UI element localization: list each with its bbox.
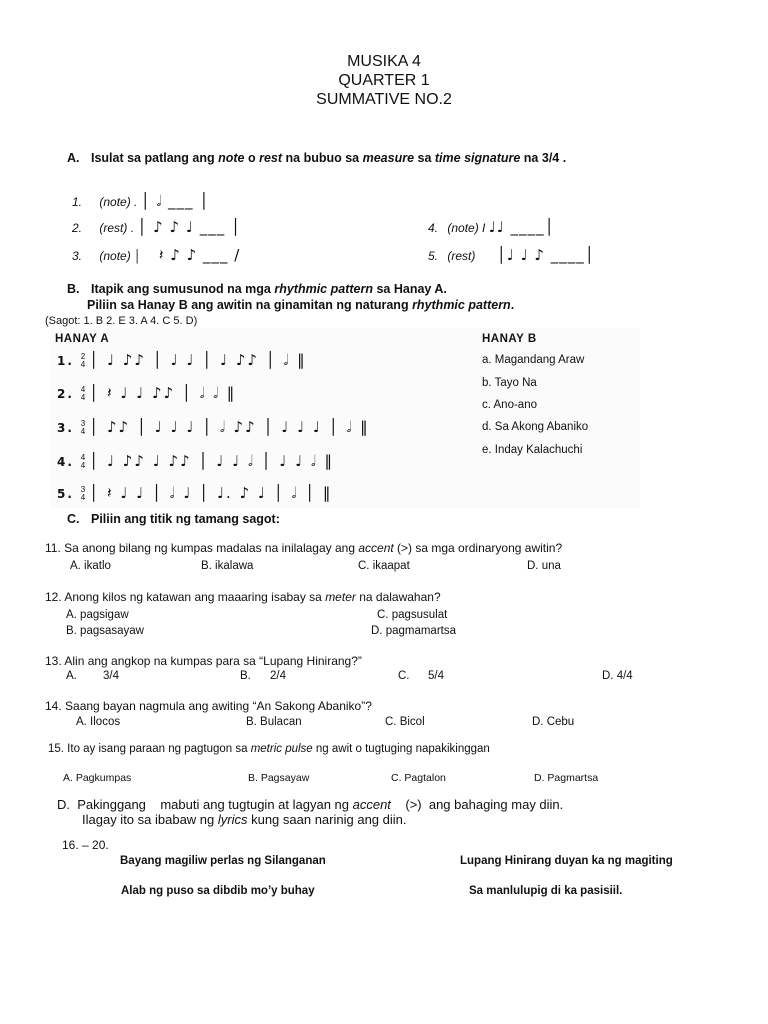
- section-d-line2-pre: Ilagay ito sa ibabaw ng: [82, 812, 218, 827]
- section-a-text-mid2: sa: [414, 151, 435, 165]
- ts-top: 3: [80, 418, 86, 428]
- q13-choice-b-value: 2/4: [270, 670, 286, 682]
- section-d-range: 16. – 20.: [62, 838, 109, 852]
- q13-choice-a-value: 3/4: [103, 670, 119, 682]
- pattern-row-4: [57, 452, 334, 470]
- pattern-rhythm: │ 𝄽 ♩ ♩ │ 𝅗𝅥 ♩ │ ♩. ♪ ♩ │ 𝅗𝅥 │ ‖: [89, 484, 333, 502]
- section-d-line1-em: accent: [352, 797, 391, 812]
- q13-choice-a[interactable]: A.: [66, 670, 77, 682]
- ts-bottom: 4: [80, 426, 86, 436]
- q13-choice-b[interactable]: B.: [240, 670, 251, 682]
- q13-choice-c-value: 5/4: [428, 670, 444, 682]
- a-item-music: │ ♪ ♪ ♩ ___ │: [137, 218, 241, 236]
- q14-choice-c[interactable]: C. Bicol: [385, 716, 425, 728]
- q-text-post: na dalawahan?: [355, 590, 441, 604]
- section-b-line2-em: rhythmic pattern: [412, 298, 511, 312]
- section-a-o: o: [244, 151, 260, 165]
- q15-choice-d[interactable]: D. Pagmartsa: [534, 772, 599, 784]
- hanay-b-choice-c: c. Ano-ano: [482, 399, 537, 411]
- lyric-line-3[interactable]: Alab ng puso sa dibdib mo’y buhay: [121, 885, 315, 897]
- pattern-rhythm: │ ♩ ♪♪ ♩ ♪♪ │ ♩ ♩ 𝅗𝅥 │ ♩ ♩ 𝅗𝅥 ‖: [89, 452, 335, 470]
- a-item-music: 𝄽 ♪ ♪ ___ /: [158, 246, 241, 264]
- q-text-pre: 11. Sa anong bilang ng kumpas madalas na inilalagay ang: [45, 541, 359, 555]
- pattern-rhythm: │ ♪♪ │ ♩ ♩ ♩ │ 𝅗𝅥 ♪♪ │ ♩ ♩ ♩ │ 𝅗𝅥 ‖: [89, 418, 370, 436]
- a-item-music: │ 𝅗𝅥 ___ │: [140, 192, 210, 210]
- a-item-type: (note) │: [99, 249, 142, 263]
- hanay-a-header: HANAY A: [55, 333, 110, 345]
- section-b-line-2: [87, 298, 514, 312]
- q13-choice-d[interactable]: D. 4/4: [602, 670, 633, 682]
- ts-top: 4: [80, 384, 86, 394]
- pattern-row-3: [57, 418, 370, 436]
- a-item-num: 3.: [72, 249, 83, 263]
- section-a-label: A.: [67, 151, 80, 165]
- section-b-line2-pre: Piliin sa Hanay B ang awitin na ginamitan ng naturang: [87, 298, 413, 312]
- q14-choice-a[interactable]: A. Ilocos: [76, 716, 121, 728]
- time-signature: [81, 454, 85, 470]
- section-d-line1-pre: Pakinggang mabuti ang tugtugin at lagyan ng: [77, 797, 353, 812]
- time-signature: [81, 353, 85, 369]
- question-12: [45, 590, 441, 604]
- section-d-line2-post: kung saan narinig ang diin.: [247, 812, 407, 827]
- q11-choice-d[interactable]: D. una: [527, 560, 561, 572]
- time-signature: [81, 386, 85, 402]
- pattern-rhythm: │ 𝄽 ♩ ♩ ♪♪ │ 𝅗𝅥 𝅗𝅥 ‖: [89, 384, 237, 402]
- question-14: 14. Saang bayan nagmula ang awiting “An Sakong Abaniko”?: [45, 699, 372, 713]
- q-text-post: (>) sa mga ordinaryong awitin?: [393, 541, 563, 555]
- q12-choice-d[interactable]: D. pagmamartsa: [371, 625, 457, 637]
- hanay-b-header: HANAY B: [482, 333, 537, 345]
- q13-choice-c[interactable]: C.: [398, 670, 410, 682]
- pattern-num: 1.: [57, 354, 74, 368]
- section-d-line1-post: (>) ang bahaging may diin.: [390, 797, 564, 812]
- a-item-num: 2.: [72, 221, 83, 235]
- title-line-1: MUSIKA 4: [347, 53, 421, 70]
- ts-bottom: 4: [80, 359, 86, 369]
- q11-choice-a[interactable]: A. ikatlo: [70, 560, 111, 572]
- question-13: 13. Alin ang angkop na kumpas para sa “Lupang Hinirang?”: [45, 654, 362, 668]
- section-b-label: B.: [67, 282, 80, 296]
- q-text-em: accent: [358, 541, 394, 555]
- title-line-2: QUARTER 1: [338, 72, 430, 89]
- time-signature: [81, 486, 85, 502]
- section-a-text-end: na 3/4 .: [520, 151, 567, 165]
- section-a-text-mid: na bubuo sa: [282, 151, 363, 165]
- hanay-b-choice-d: d. Sa Akong Abaniko: [482, 421, 589, 433]
- a-item-2: [72, 218, 241, 236]
- a-item-num: 4.: [428, 221, 439, 235]
- section-b-answers: (Sagot: 1. B 2. E 3. A 4. C 5. D): [45, 315, 198, 327]
- hanay-b-choice-a: a. Magandang Araw: [482, 354, 585, 366]
- lyric-line-4[interactable]: Sa manlulupig di ka pasisiil.: [469, 885, 623, 897]
- ts-top: 2: [80, 351, 86, 361]
- q-text-em: metric pulse: [250, 743, 313, 755]
- a-item-music: │♩ ♩ ♪ ____│: [496, 246, 595, 264]
- section-c-label: C.: [67, 512, 80, 526]
- q12-choice-a[interactable]: A. pagsigaw: [66, 609, 129, 621]
- title-line-3: SUMMATIVE NO.2: [316, 91, 452, 108]
- q-text-pre: 15. Ito ay isang paraan ng pagtugon sa: [48, 743, 251, 755]
- pattern-rhythm: │ ♩ ♪♪ │ ♩ ♩ │ ♩ ♪♪ │ 𝅗𝅥 ‖: [89, 351, 307, 369]
- a-item-5: [428, 246, 595, 264]
- q-text-pre: 12. Anong kilos ng katawan ang maaaring isabay sa: [45, 590, 326, 604]
- q15-choice-b[interactable]: B. Pagsayaw: [248, 772, 310, 784]
- pattern-num: 3.: [57, 421, 74, 435]
- section-a-rest: rest: [259, 151, 283, 165]
- a-item-3: [72, 246, 240, 264]
- q-text-post: ng awit o tugtuging napakikinggan: [312, 743, 490, 755]
- section-b-line-1: [67, 282, 447, 296]
- section-a-measure: measure: [362, 151, 415, 165]
- q11-choice-b[interactable]: B. ikalawa: [201, 560, 254, 572]
- a-item-num: 5.: [428, 249, 439, 263]
- section-b-line1-pre: Itapik ang sumusunod na mga: [90, 282, 275, 296]
- ts-top: 3: [80, 484, 86, 494]
- section-d-label: D.: [57, 797, 70, 812]
- section-b-line1-em: rhythmic pattern: [274, 282, 373, 296]
- q14-choice-d[interactable]: D. Cebu: [532, 716, 575, 728]
- ts-bottom: 4: [80, 460, 86, 470]
- section-d-line-2: [82, 812, 407, 827]
- section-a-time-signature: time signature: [434, 151, 521, 165]
- q14-choice-b[interactable]: B. Bulacan: [246, 716, 302, 728]
- a-item-type: (rest) .: [99, 221, 135, 235]
- q-text-em: meter: [325, 590, 356, 604]
- q15-choice-c[interactable]: C. Pagtalon: [391, 772, 446, 784]
- a-item-type: (note) I: [447, 221, 486, 235]
- pattern-num: 2.: [57, 387, 74, 401]
- q15-choice-a[interactable]: A. Pagkumpas: [63, 772, 132, 784]
- hanay-b-choice-e: e. Inday Kalachuchi: [482, 444, 583, 456]
- section-c-instruction: [67, 512, 280, 526]
- section-b-line2-post: .: [510, 298, 515, 312]
- lyric-line-1[interactable]: Bayang magiliw perlas ng Silanganan: [120, 855, 326, 867]
- pattern-row-2: [57, 384, 236, 402]
- section-a-text-pre: Isulat sa patlang ang: [90, 151, 219, 165]
- time-signature: [81, 420, 85, 436]
- a-item-music: ♩♩ ____│: [488, 218, 555, 236]
- hanay-b-choice-b: b. Tayo Na: [482, 377, 537, 389]
- pattern-num: 4.: [57, 455, 74, 469]
- q12-choice-c[interactable]: C. pagsusulat: [377, 609, 448, 621]
- pattern-row-1: [57, 351, 307, 369]
- section-d-line-1: [57, 797, 563, 812]
- ts-bottom: 4: [80, 492, 86, 502]
- a-item-num: 1.: [72, 195, 83, 209]
- section-d-line2-em: lyrics: [217, 812, 248, 827]
- ts-bottom: 4: [80, 392, 86, 402]
- a-item-type: (note) .: [99, 195, 138, 209]
- ts-top: 4: [80, 452, 86, 462]
- section-a-instruction: [67, 151, 566, 165]
- question-15: [48, 743, 490, 755]
- pattern-row-5: [57, 484, 332, 502]
- section-b-line1-post: sa Hanay A.: [372, 282, 447, 296]
- a-item-type: (rest): [447, 249, 476, 263]
- a-item-1: [72, 192, 209, 210]
- q11-choice-c[interactable]: C. ikaapat: [358, 560, 410, 572]
- a-item-4: [428, 218, 555, 236]
- section-c-text: Piliin ang titik ng tamang sagot:: [90, 512, 280, 526]
- question-11: [45, 541, 562, 555]
- pattern-num: 5.: [57, 487, 74, 501]
- section-a-note: note: [218, 151, 245, 165]
- q12-choice-b[interactable]: B. pagsasayaw: [66, 625, 144, 637]
- lyric-line-2[interactable]: Lupang Hinirang duyan ka ng magiting: [460, 855, 673, 867]
